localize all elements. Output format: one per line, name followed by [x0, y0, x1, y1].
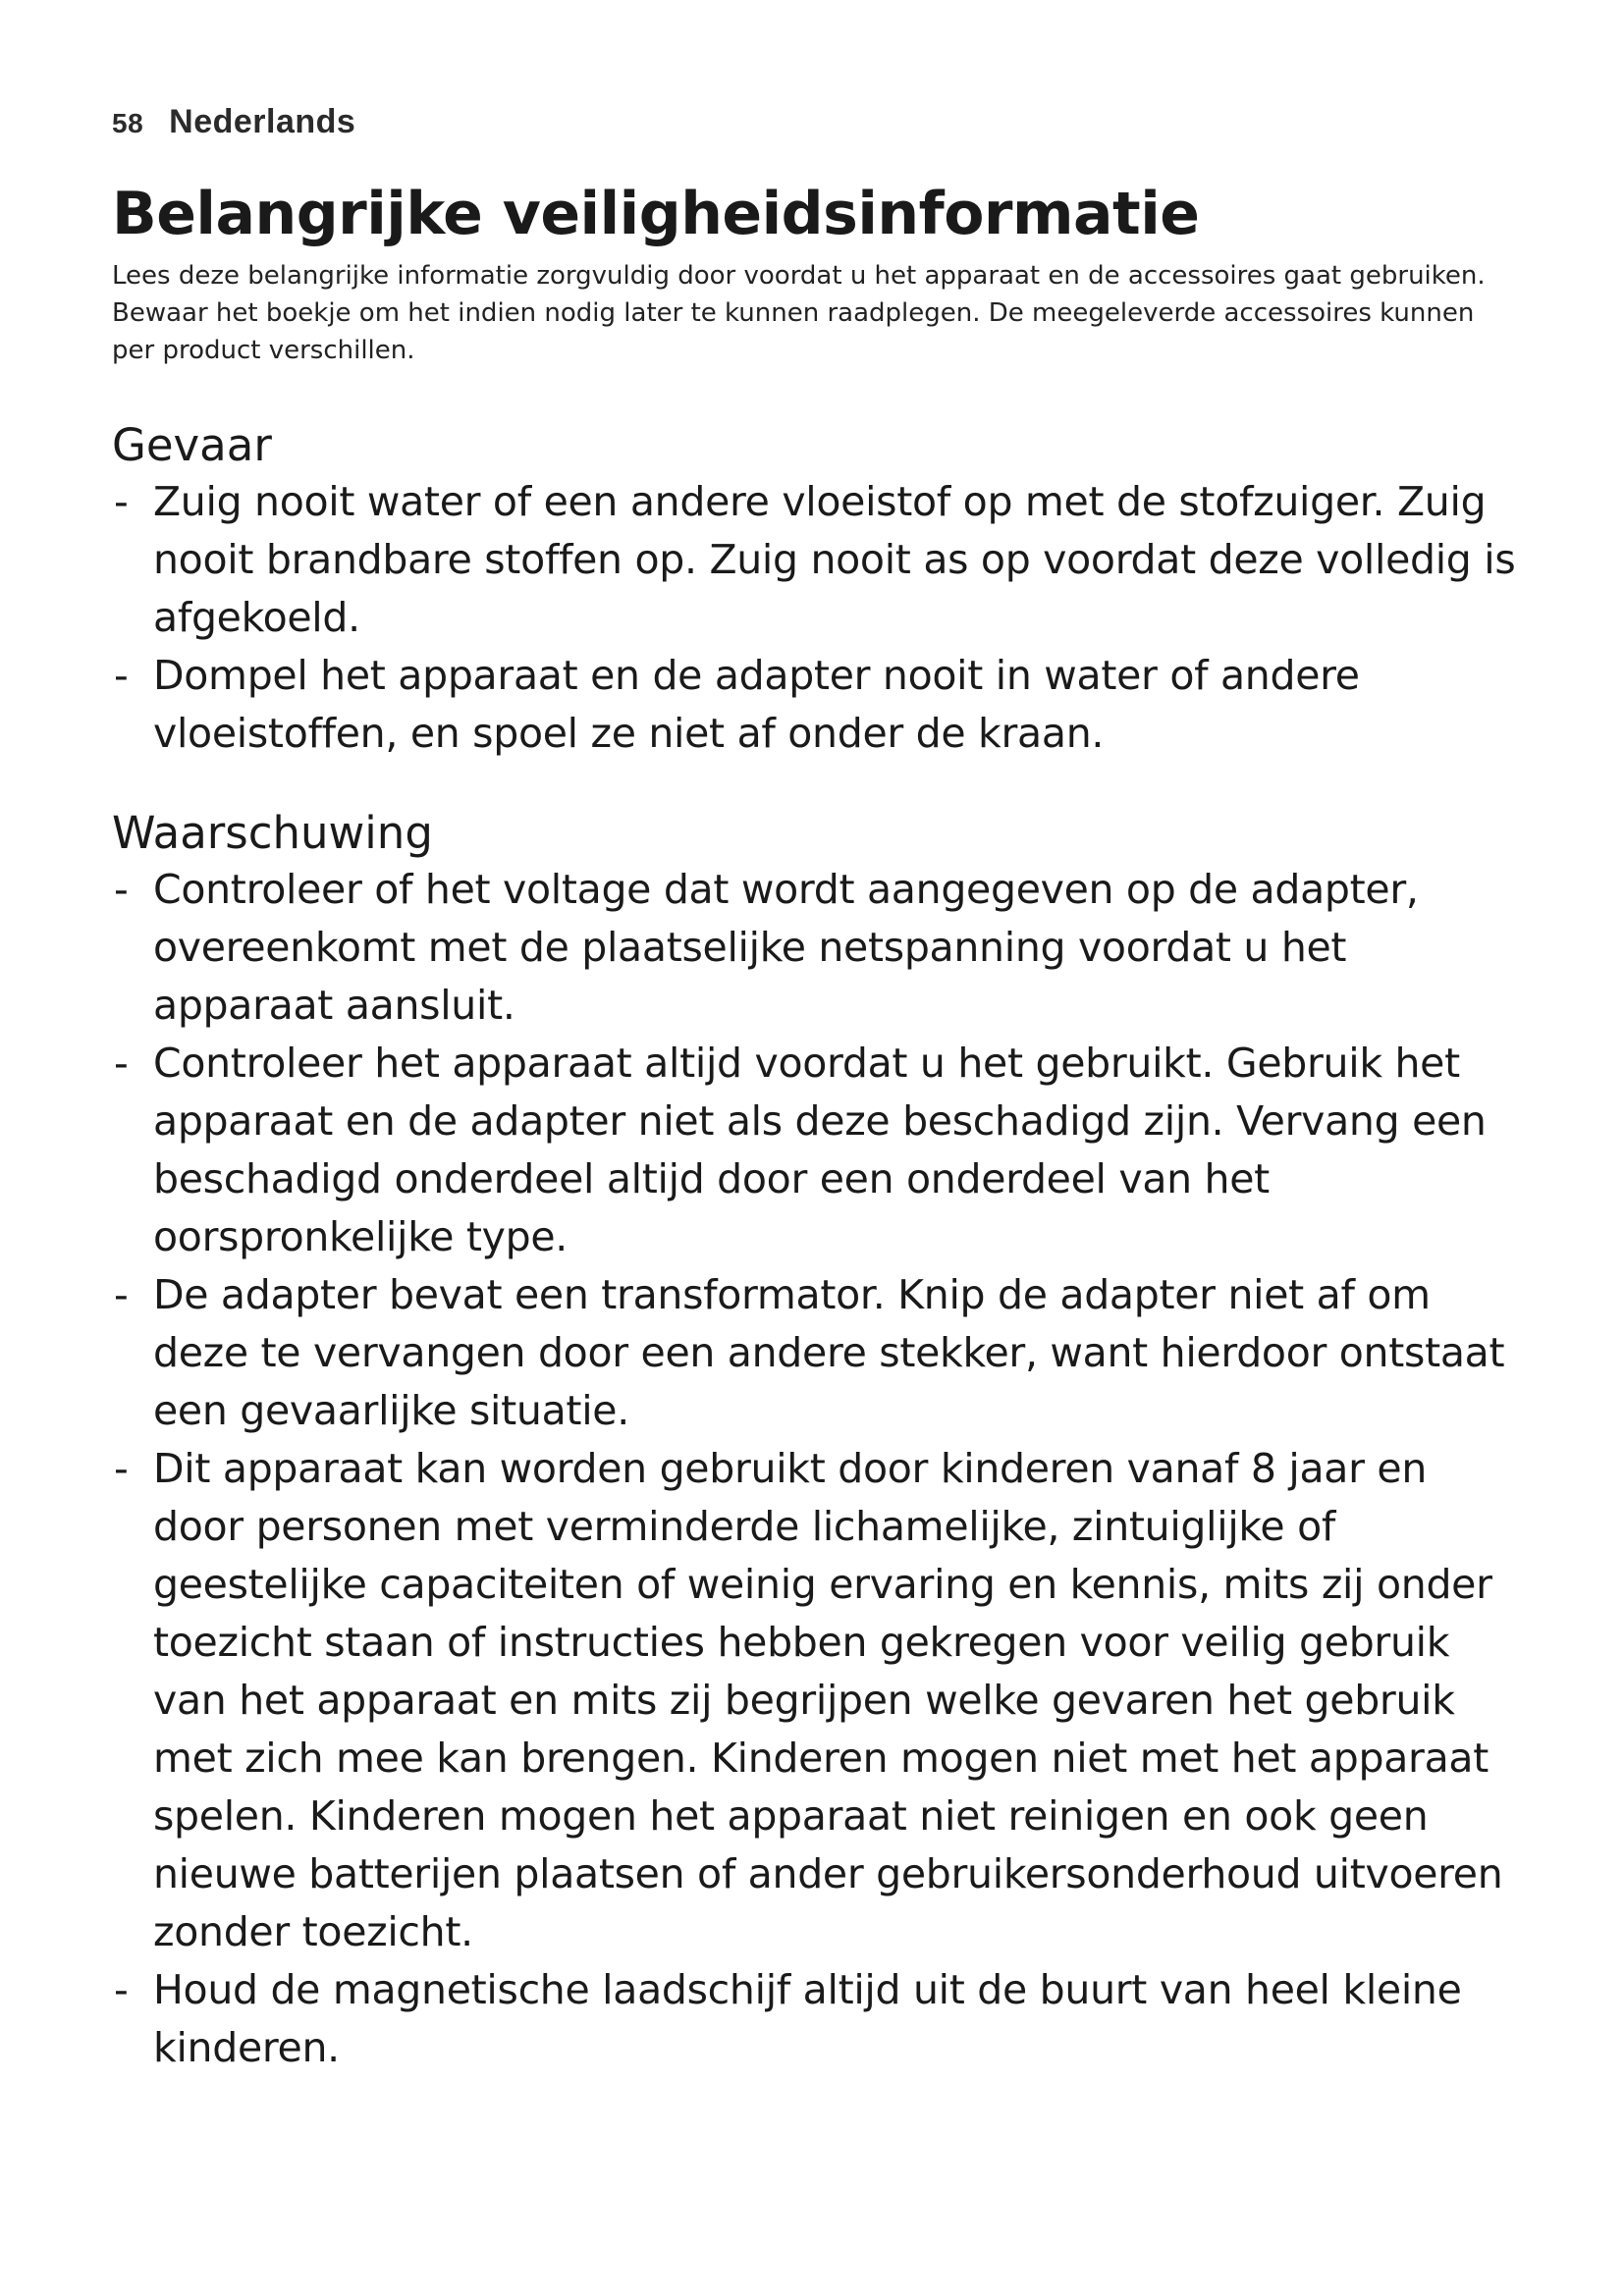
list-item-text: Dit apparaat kan worden gebruikt door kinderen vanaf 8 jaar en door personen met verminderde lichamelijke, zintuiglijke of geestelijke capaciteiten of weinig ervaring en kennis, mits zij onder toezicht staan of instructies hebben gekregen voor veilig gebruik van het apparaat en mits zij begrijpen welke gevaren het gebruik met zich mee kan brengen. Kinderen mogen niet met het apparaat spelen. Kinderen mogen het apparaat niet reinigen en ook geen nieuwe batterijen plaatsen of ander gebruikersonderhoud uitvoeren zonder toezicht. [153, 1445, 1503, 1955]
page-language: Nederlands [169, 103, 356, 140]
page-header [112, 98, 1526, 145]
section-heading-gevaar: Gevaar [112, 419, 272, 471]
list-item-text: Controleer of het voltage dat wordt aangegeven op de adapter, overeenkomt met de plaatselijke netspanning voordat u het apparaat aansluit. [153, 866, 1419, 1029]
list-item-text: Zuig nooit water of een andere vloeistof op met de stofzuiger. Zuig nooit brandbare stoffen op. Zuig nooit as op voordat deze volledig is afgekoeld. [153, 478, 1516, 641]
list-item [112, 473, 1526, 647]
section-heading-waarschuwing: Waarschuwing [112, 807, 433, 859]
list-item [112, 1440, 1526, 1961]
list-dash: - [114, 1445, 129, 1492]
list-item [112, 1266, 1526, 1440]
gevaar-list [112, 473, 1526, 763]
page-title: Belangrijke veiligheidsinformatie [112, 180, 1200, 248]
list-dash: - [114, 1040, 129, 1087]
list-item-text: Dompel het apparaat en de adapter nooit in water of andere vloeistoffen, en spoel ze niet af onder de kraan. [153, 652, 1360, 757]
list-dash: - [114, 1966, 129, 2013]
list-item-text: Controleer het apparaat altijd voordat u het gebruikt. Gebruik het apparaat en de adapter niet als deze beschadigd zijn. Vervang een beschadigd onderdeel altijd door een onderdeel van het oorspronkelijke type. [153, 1040, 1487, 1260]
list-dash: - [114, 1271, 129, 1318]
list-dash: - [114, 652, 129, 699]
intro-paragraph: Lees deze belangrijke informatie zorgvuldig door voordat u het apparaat en de accessoires gaat gebruiken. Bewaar het boekje om het indien nodig later te kunnen raadplegen. De meegeleverde accessoires kunnen per product verschillen. [112, 261, 1486, 365]
list-item [112, 861, 1526, 1035]
list-item-text: De adapter bevat een transformator. Knip de adapter niet af om deze te vervangen door een andere stekker, want hierdoor ontstaat een gevaarlijke situatie. [153, 1271, 1505, 1434]
document-page [112, 98, 1526, 2077]
list-item [112, 1961, 1526, 2077]
list-item [112, 647, 1526, 763]
list-item [112, 1035, 1526, 1266]
list-item-text: Houd de magnetische laadschijf altijd uit de buurt van heel kleine kinderen. [153, 1966, 1462, 2071]
list-dash: - [114, 478, 129, 525]
list-dash: - [114, 866, 129, 913]
waarschuwing-list [112, 861, 1526, 2077]
page-number: 58 [112, 108, 144, 138]
